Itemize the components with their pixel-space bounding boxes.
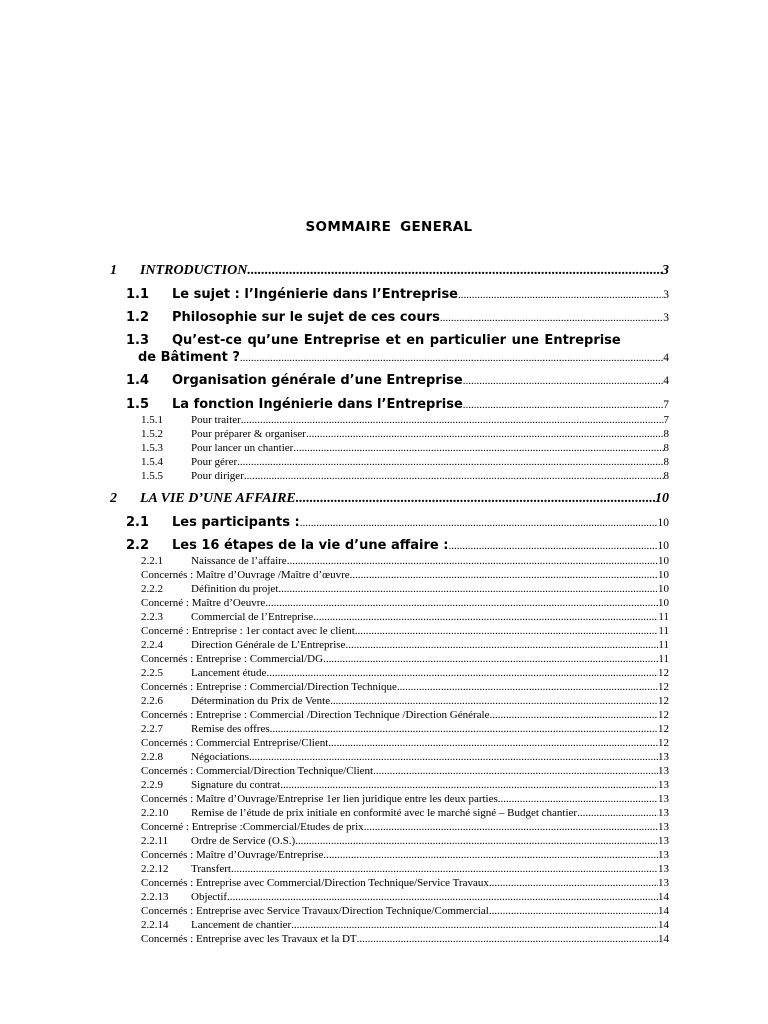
toc-page-number: 10 <box>655 491 669 506</box>
dot-leader <box>291 918 658 932</box>
toc-page-number: 8 <box>663 456 669 468</box>
dot-leader <box>241 413 664 427</box>
toc-title: Ordre de Service (O.S.) <box>191 835 296 847</box>
dot-leader <box>287 554 658 568</box>
dot-leader <box>293 441 663 455</box>
toc-title: Négociations <box>191 751 250 763</box>
dot-leader <box>448 537 657 555</box>
toc-page-number: 10 <box>657 517 669 529</box>
dot-leader <box>373 764 658 778</box>
toc-item-2-2-8[interactable] <box>141 750 669 764</box>
dot-leader <box>577 806 658 820</box>
dot-leader <box>278 582 658 596</box>
toc-page-number: 12 <box>658 681 669 693</box>
toc-number: 1.1 <box>126 287 150 302</box>
toc-title: Objectif <box>191 891 228 903</box>
toc-title: Les participants : <box>172 515 300 530</box>
toc-concerned-2-2-13[interactable] <box>141 904 669 918</box>
dot-leader <box>237 455 663 469</box>
toc-title: Les 16 étapes de la vie d’une affaire : <box>172 538 449 553</box>
toc-subsection-1-2[interactable] <box>126 309 669 327</box>
toc-page-number: 4 <box>663 375 669 387</box>
toc-page-number: 12 <box>658 667 669 679</box>
toc-page-number: 10 <box>658 597 669 609</box>
dot-leader <box>270 722 658 736</box>
toc-number: 1.5.3 <box>141 442 163 454</box>
toc-title: Remise de l’étude de prix initiale en conformité avec le marché signé – Budget chantier <box>191 807 578 819</box>
dot-leader <box>355 624 659 638</box>
toc-title: Concernés : Entreprise avec les Travaux et la DT <box>141 933 357 945</box>
toc-subsection-1-1[interactable] <box>126 286 669 304</box>
toc-title: Signature du contrat <box>191 779 281 791</box>
toc-page-number: 10 <box>658 555 669 567</box>
toc-title: Concernés : Commercial Entreprise/Client <box>141 737 329 749</box>
dot-leader <box>397 680 658 694</box>
toc-number: 2.2.3 <box>141 611 163 623</box>
dot-leader <box>463 372 664 390</box>
toc-number: 2.1 <box>126 515 150 530</box>
dot-leader <box>357 932 658 946</box>
toc-item-2-2-3[interactable] <box>141 610 669 624</box>
toc-title: Naissance de l’affaire <box>191 555 287 567</box>
toc-title: Pour traiter <box>191 414 241 426</box>
toc-number: 2.2.2 <box>141 583 163 595</box>
dot-leader <box>458 286 663 304</box>
toc-item-2-2-7[interactable] <box>141 722 669 736</box>
dot-leader <box>280 778 658 792</box>
dot-leader <box>240 350 663 367</box>
toc-title: Concernés : Maître d’Ouvrage/Entreprise <box>141 849 324 861</box>
toc-title: Transfert <box>191 863 231 875</box>
toc-page-number: 11 <box>658 639 669 651</box>
dot-leader <box>489 876 658 890</box>
dot-leader <box>330 694 658 708</box>
toc-item-1-5-4[interactable] <box>141 455 669 469</box>
toc-number: 1 <box>110 263 117 278</box>
toc-number: 1.4 <box>126 373 150 388</box>
toc-page-number: 13 <box>658 765 669 777</box>
toc-page-number: 12 <box>658 709 669 721</box>
toc-page-number: 11 <box>658 653 669 665</box>
toc-page-number: 7 <box>663 399 669 411</box>
dot-leader <box>323 848 658 862</box>
toc-title: Définition du projet <box>191 583 279 595</box>
toc-title: Commercial de l’Entreprise <box>191 611 314 623</box>
toc-number: 1.2 <box>126 310 150 325</box>
toc-number: 1.5.5 <box>141 470 163 482</box>
toc-page-number: 13 <box>658 751 669 763</box>
toc-item-2-2-9[interactable] <box>141 778 669 792</box>
toc-page-number: 14 <box>658 933 669 945</box>
toc-title: Concernés : Commercial/Direction Technique/Client <box>141 765 374 777</box>
toc-page-number: 10 <box>657 540 669 552</box>
toc-page-number: 13 <box>658 779 669 791</box>
toc-number: 2.2.12 <box>141 863 169 875</box>
toc-title: Direction Générale de L’Entreprise <box>191 639 346 651</box>
toc-number: 2.2.13 <box>141 891 169 903</box>
toc-page-number: 8 <box>663 442 669 454</box>
toc-title: Concerné : Entreprise : 1er contact avec le client <box>141 625 355 637</box>
toc-concerned-2-2-6[interactable] <box>141 708 669 722</box>
toc-concerned-2-2-12[interactable] <box>141 876 669 890</box>
toc-title: Détermination du Prix de Vente <box>191 695 331 707</box>
toc-title: Philosophie sur le sujet de ces cours <box>172 310 440 325</box>
toc-title: Pour gérer <box>191 456 238 468</box>
toc-title: Concernés : Entreprise : Commercial/DG <box>141 653 324 665</box>
toc-title: Concernés : Entreprise avec Service Travaux/Direction Technique/Commercial <box>141 905 489 917</box>
dot-leader <box>306 427 664 441</box>
toc-page-number: 10 <box>658 569 669 581</box>
toc-title-continued: de Bâtiment ? <box>138 350 240 365</box>
dot-leader <box>345 638 658 652</box>
toc-item-2-2-6[interactable] <box>141 694 669 708</box>
toc-title: INTRODUCTION <box>140 263 248 278</box>
toc-page-number: 12 <box>658 723 669 735</box>
toc-number: 2.2.14 <box>141 919 169 931</box>
toc-number: 2.2 <box>126 538 150 553</box>
toc-page-number: 7 <box>663 414 669 426</box>
dot-leader <box>323 652 658 666</box>
toc-title: Qu’est-ce qu’une Entreprise et en particulier une Entreprise <box>172 333 621 348</box>
toc-title: Remise des offres <box>191 723 270 735</box>
dot-leader <box>244 469 664 483</box>
toc-title: Lancement de chantier <box>191 919 292 931</box>
toc-concerned-2-2-2[interactable] <box>141 596 669 610</box>
dot-leader <box>350 568 658 582</box>
toc-item-1-5-2[interactable] <box>141 427 669 441</box>
toc-number: 2.2.1 <box>141 555 163 567</box>
dot-leader <box>227 890 658 904</box>
toc-title: LA VIE D’UNE AFFAIRE <box>140 491 296 506</box>
toc-page-number: 10 <box>658 583 669 595</box>
dot-leader <box>489 904 658 918</box>
dot-leader <box>463 396 663 414</box>
dot-leader <box>295 834 658 848</box>
toc-item-1-5-1[interactable] <box>141 413 669 427</box>
dot-leader <box>266 666 658 680</box>
toc-concerned-2-2-1[interactable] <box>141 568 669 582</box>
dot-leader <box>296 490 655 508</box>
toc-section-2[interactable] <box>110 490 669 508</box>
toc-title: Concernés : Maître d’Ouvrage/Entreprise 1er lien juridique entre les deux parties <box>141 793 498 805</box>
toc-item-2-2-12[interactable] <box>141 862 669 876</box>
toc-title: Concernés : Entreprise avec Commercial/Direction Technique/Service Travaux <box>141 877 489 889</box>
toc-subsection-2-2[interactable] <box>126 537 669 555</box>
toc-number: 1.5.2 <box>141 428 163 440</box>
toc-title: Pour lancer un chantier <box>191 442 294 454</box>
toc-item-2-2-11[interactable] <box>141 834 669 848</box>
toc-item-1-5-5[interactable] <box>141 469 669 483</box>
toc-concerned-2-2-4[interactable] <box>141 652 669 666</box>
dot-leader <box>489 708 658 722</box>
toc-title: Concernés : Maître d’Ouvrage /Maître d’œuvre <box>141 569 350 581</box>
toc-concerned-2-2-8[interactable] <box>141 764 669 778</box>
toc-page-number: 11 <box>658 625 669 637</box>
toc-number: 2.2.11 <box>141 835 169 847</box>
toc-title: Lancement étude <box>191 667 267 679</box>
toc-title: Le sujet : l’Ingénierie dans l’Entreprise <box>172 287 458 302</box>
toc-subsection-2-1[interactable] <box>126 514 669 532</box>
dot-leader <box>300 514 658 532</box>
toc-page-number: 13 <box>658 793 669 805</box>
toc-page-number: 13 <box>658 807 669 819</box>
toc-title: Concerné : Maître d’Oeuvre <box>141 597 266 609</box>
toc-item-2-2-4[interactable] <box>141 638 669 652</box>
toc-item-2-2-1[interactable] <box>141 554 669 568</box>
toc-title: Concernés : Entreprise : Commercial /Direction Technique /Direction Générale <box>141 709 490 721</box>
dot-leader <box>364 820 658 834</box>
toc-item-2-2-13[interactable] <box>141 890 669 904</box>
toc-number: 2.2.5 <box>141 667 163 679</box>
dot-leader <box>498 792 658 806</box>
toc-subsection-1-3[interactable] <box>126 332 669 367</box>
toc-number: 2.2.10 <box>141 807 169 819</box>
toc-subsection-1-5[interactable] <box>126 396 669 414</box>
toc-page-number: 13 <box>658 835 669 847</box>
dot-leader <box>328 736 658 750</box>
toc-title: Pour diriger <box>191 470 244 482</box>
toc-page-number: 13 <box>658 821 669 833</box>
page-title: SOMMAIRE GENERAL <box>305 219 473 235</box>
toc-number: 2.2.9 <box>141 779 163 791</box>
toc-page-number: 3 <box>663 312 669 324</box>
toc-concerned-2-2-3[interactable] <box>141 624 669 638</box>
toc-title: Pour préparer & organiser <box>191 428 306 440</box>
toc-page-number: 11 <box>658 611 669 623</box>
toc-item-1-5-3[interactable] <box>141 441 669 455</box>
toc-number: 2 <box>110 491 117 506</box>
toc-page-number: 14 <box>658 891 669 903</box>
toc-number: 2.2.4 <box>141 639 163 651</box>
toc-title: La fonction Ingénierie dans l’Entreprise <box>172 397 463 412</box>
toc-number: 2.2.7 <box>141 723 163 735</box>
toc-item-2-2-14[interactable] <box>141 918 669 932</box>
toc-title: Concerné : Entreprise :Commercial/Etudes de prix <box>141 821 364 833</box>
toc-title: Concernés : Entreprise : Commercial/Direction Technique <box>141 681 397 693</box>
toc-page-number: 14 <box>658 905 669 917</box>
toc-concerned-2-2-5[interactable] <box>141 680 669 694</box>
toc-number: 2.2.6 <box>141 695 163 707</box>
toc-number: 2.2.8 <box>141 751 163 763</box>
toc-title-line-2 <box>138 349 669 367</box>
toc-concerned-2-2-7[interactable] <box>141 736 669 750</box>
toc-page-number: 14 <box>658 919 669 931</box>
dot-leader <box>231 862 658 876</box>
toc-page-number: 3 <box>662 263 669 278</box>
toc-page-number: 4 <box>663 352 669 364</box>
dot-leader <box>265 596 658 610</box>
toc-page-number: 12 <box>658 695 669 707</box>
dot-leader <box>440 309 663 327</box>
dot-leader <box>313 610 658 624</box>
toc-section-1[interactable] <box>110 262 669 280</box>
toc-concerned-2-2-14[interactable] <box>141 932 669 946</box>
dot-leader <box>249 750 658 764</box>
toc-subsection-1-4[interactable] <box>126 372 669 390</box>
toc-page-number: 3 <box>663 289 669 301</box>
toc-page-number: 12 <box>658 737 669 749</box>
toc-page-number: 13 <box>658 849 669 861</box>
toc-concerned-2-2-10[interactable] <box>141 820 669 834</box>
toc-page-number: 8 <box>663 428 669 440</box>
toc-item-2-2-10[interactable] <box>141 806 669 820</box>
toc-page-number: 8 <box>663 470 669 482</box>
toc-number: 1.5 <box>126 397 150 412</box>
toc-title-line-1 <box>126 332 669 349</box>
toc-title: Organisation générale d’une Entreprise <box>172 373 463 388</box>
toc-concerned-2-2-11[interactable] <box>141 848 669 862</box>
toc-number: 1.3 <box>126 333 150 348</box>
toc-concerned-2-2-9[interactable] <box>141 792 669 806</box>
toc-page-number: 13 <box>658 877 669 889</box>
toc-number: 1.5.4 <box>141 456 163 468</box>
dot-leader <box>247 262 662 280</box>
toc-item-2-2-5[interactable] <box>141 666 669 680</box>
toc-page-number: 13 <box>658 863 669 875</box>
toc-number: 1.5.1 <box>141 414 163 426</box>
toc-item-2-2-2[interactable] <box>141 582 669 596</box>
